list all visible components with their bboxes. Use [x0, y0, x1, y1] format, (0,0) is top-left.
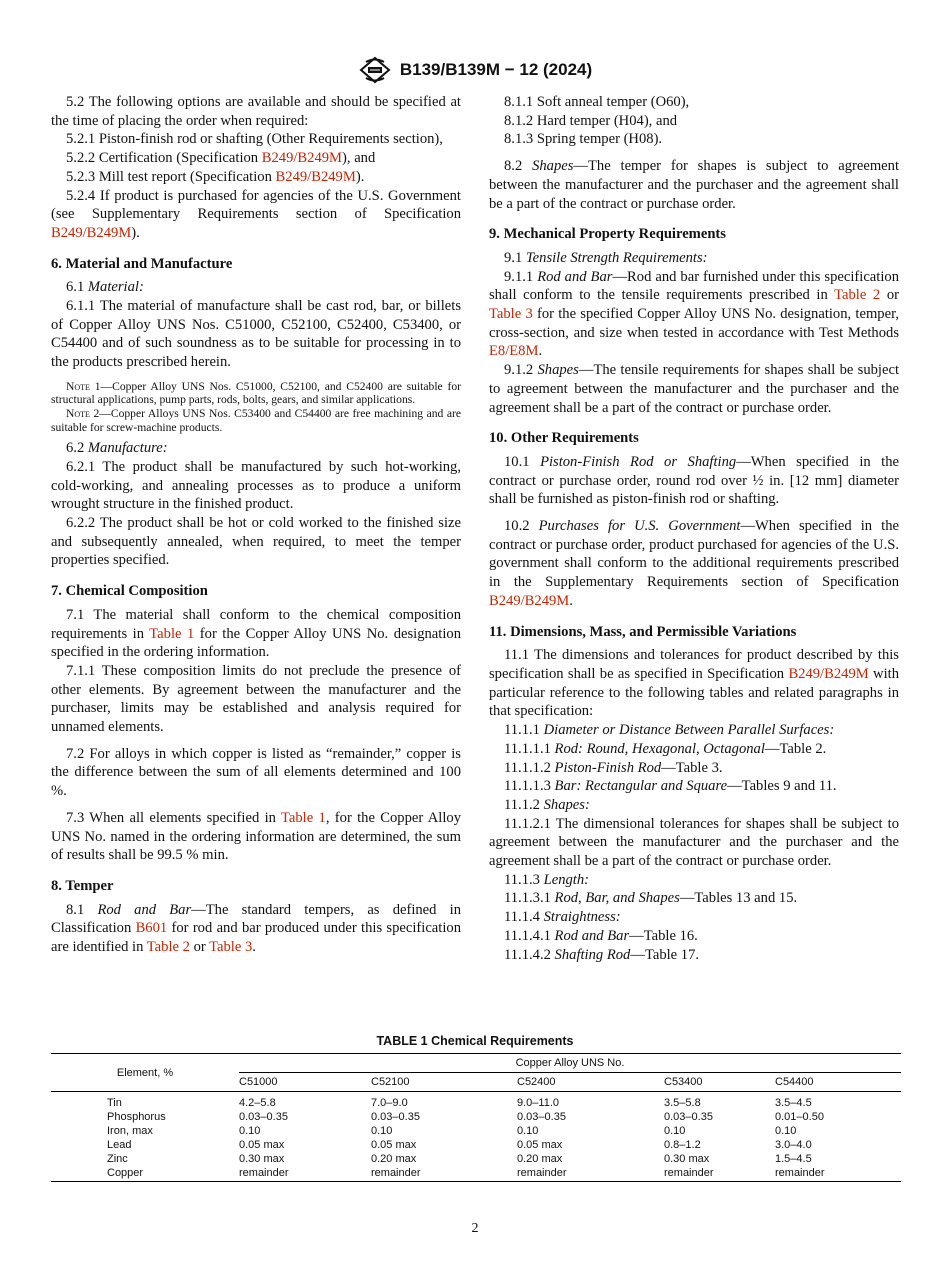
composition-value-cell: 7.0–9.0	[371, 1097, 408, 1109]
column-header-alloy: C52100	[371, 1073, 517, 1092]
paragraph-7-1-1: 7.1.1 These composition limits do not preclude the presence of other elements. By agreement between the manufacturer and the purchaser, limits may be established and analysis required for unnamed elements.	[51, 662, 461, 736]
standard-designation: B139/B139M − 12 (2024)	[399, 60, 593, 79]
table-row	[51, 1092, 901, 1111]
note-1: Note 1—Copper Alloy UNS Nos. C51000, C52100, and C52400 are suitable for structural applications, pump parts, rods, bolts, gears, and similar applications.	[51, 379, 462, 407]
paragraph-11-1-2-1: 11.1.2.1 The dimensional tolerances for shapes shall be subject to agreement between the manufacturer and the purchaser and the agreement shall be a part of the contract or purchase order.	[489, 815, 899, 870]
column-header-alloy: C52400	[517, 1073, 664, 1092]
table-title: TABLE 1 Chemical Requirements	[376, 1034, 574, 1048]
paragraph-8-1-2: 8.1.2 Hard temper (H04), and	[504, 112, 678, 129]
element-name-cell: Copper	[51, 1166, 239, 1182]
left-column	[51, 93, 461, 957]
table-row	[51, 1166, 901, 1182]
paragraph-5-2-4: 5.2.4 If product is purchased for agencies of the U.S. Government (see Supplementary Requirements section of Specification B249/B249M).	[51, 187, 461, 241]
paragraph-5-2-2: 5.2.2 Certification (Specification B249/B249M), and	[66, 150, 376, 167]
composition-value-cell: remainder	[517, 1166, 664, 1182]
column-header-alloy-group: Copper Alloy UNS No.	[239, 1054, 901, 1073]
paragraph-11-1-1-1: 11.1.1.1 Rod: Round, Hexagonal, Octagonal—Table 2.	[504, 740, 827, 757]
paragraph-11-1-3-1: 11.1.3.1 Rod, Bar, and Shapes—Tables 13 and 15.	[504, 890, 798, 907]
paragraph-6-2: 6.2 Manufacture:	[66, 440, 168, 457]
composition-value-cell: 0.03–0.35	[371, 1111, 420, 1123]
composition-value-cell: remainder	[664, 1166, 775, 1182]
composition-value-cell: 0.30 max	[239, 1153, 285, 1165]
composition-value-cell: 0.10	[664, 1125, 686, 1137]
composition-value-cell: 3.0–4.0	[775, 1139, 812, 1151]
paragraph-10-2: 10.2 Purchases for U.S. Government—When specified in the contract or purchase order, product purchased for agencies of the U.S. government shall conform to the additional requirements prescribed in the Supplementary Requirements section of Specification B249/B249M.	[489, 518, 899, 609]
element-name-cell: Phosphorus	[107, 1111, 166, 1123]
paragraph-10-1: 10.1 Piston-Finish Rod or Shafting—When specified in the contract or purchase order, round rod over ½ in. [12 mm] diameter shall be furnished as piston-finish rod or shafting.	[489, 453, 900, 508]
paragraph-6-2-1: 6.2.1 The product shall be manufactured by such hot-working, cold-working, and annealing processes as to produce a uniform wrought structure in the finished product.	[51, 458, 461, 513]
chemical-requirements-table	[51, 1053, 901, 1182]
composition-value-cell: 0.03–0.35	[517, 1111, 566, 1123]
element-name-cell: Tin	[107, 1097, 122, 1109]
paragraph-11-1-1-3: 11.1.1.3 Bar: Rectangular and Square—Tables 9 and 11.	[504, 778, 837, 795]
paragraph-11-1-4: 11.1.4 Straightness:	[504, 909, 621, 926]
composition-value-cell: 0.03–0.35	[239, 1111, 288, 1123]
column-header-alloy: C51000	[239, 1073, 371, 1092]
link-table-2[interactable]: Table 2	[146, 939, 190, 956]
link-b249[interactable]: B249/B249M	[261, 150, 343, 167]
composition-value-cell: remainder	[371, 1166, 517, 1182]
paragraph-9-1-2: 9.1.2 Shapes—The tensile requirements for shapes shall be subject to agreement between the manufacturer and the purchaser and the agreement shall be a part of the contract or purchase order.	[489, 362, 899, 416]
column-header-alloy: C54400	[775, 1073, 901, 1092]
paragraph-11-1-4-2: 11.1.4.2 Shafting Rod—Table 17.	[504, 946, 700, 963]
composition-value-cell: 0.05 max	[239, 1139, 285, 1151]
paragraph-5-2-1: 5.2.1 Piston-finish rod or shafting (Other Requirements section),	[66, 131, 443, 148]
paragraph-8-1: 8.1 Rod and Bar—The standard tempers, as defined in Classification B601 for rod and bar produced under this specification are identified in Table 2 or Table 3.	[51, 901, 462, 956]
composition-value-cell: 0.10	[775, 1125, 797, 1137]
paragraph-6-1-1: 6.1.1 The material of manufacture shall be cast rod, bar, or billets of Copper Alloy UNS Nos. C51000, C52100, C52400, C53400, or C54400 and of such soundness as to be suitable for processing in to the products prescribed herein.	[51, 298, 461, 371]
section-heading-7: 7. Chemical Composition	[51, 583, 208, 600]
composition-value-cell: remainder	[239, 1166, 371, 1182]
table-row	[51, 1152, 901, 1166]
link-b249[interactable]: B249/B249M	[489, 592, 570, 609]
paragraph-7-3: 7.3 When all elements specified in Table 1, for the Copper Alloy UNS No. named in the ordering information are determined, the sum of results shall be 99.5 % min.	[51, 809, 461, 864]
element-name-cell: Lead	[107, 1139, 132, 1151]
paragraph-5-2-3: 5.2.3 Mill test report (Specification B249/B249M).	[66, 168, 365, 185]
section-heading-9: 9. Mechanical Property Requirements	[489, 226, 726, 243]
section-heading-8: 8. Temper	[51, 877, 114, 894]
paragraph-9-1: 9.1 Tensile Strength Requirements:	[504, 249, 708, 266]
composition-value-cell: 3.5–4.5	[775, 1097, 812, 1109]
link-b249[interactable]: B249/B249M	[788, 665, 869, 682]
link-table-1[interactable]: Table 1	[149, 625, 195, 642]
composition-value-cell: 9.0–11.0	[517, 1097, 560, 1109]
composition-value-cell: 0.30 max	[664, 1153, 710, 1165]
column-header-element: Element, %	[51, 1054, 239, 1092]
table-row	[51, 1124, 901, 1138]
link-b249[interactable]: B249/B249M	[51, 224, 132, 241]
composition-value-cell: 0.05 max	[371, 1139, 417, 1151]
paragraph-11-1-1-2: 11.1.1.2 Piston-Finish Rod—Table 3.	[504, 759, 723, 776]
link-b601[interactable]: B601	[135, 920, 168, 937]
link-table-1[interactable]: Table 1	[280, 809, 326, 826]
link-table-3[interactable]: Table 3	[489, 306, 533, 323]
paragraph-7-2: 7.2 For alloys in which copper is listed as “remainder,” copper is the difference between the sum of all elements determined and 100 %.	[51, 745, 461, 800]
paragraph-5-2: 5.2 The following options are available and should be specified at the time of placing the order when required:	[51, 94, 461, 129]
section-heading-10: 10. Other Requirements	[489, 430, 639, 447]
paragraph-7-1: 7.1 The material shall conform to the chemical composition requirements in Table 1 for the Copper Alloy UNS No. designation specified in the ordering information.	[51, 606, 461, 661]
paragraph-11-1-4-1: 11.1.4.1 Rod and Bar—Table 16.	[504, 927, 698, 944]
right-column	[489, 93, 899, 964]
composition-value-cell: 0.8–1.2	[664, 1139, 701, 1151]
section-heading-6: 6. Material and Manufacture	[51, 255, 233, 272]
note-2: Note 2—Copper Alloys UNS Nos. C53400 and C54400 are free machining and are suitable for screw-machine products.	[51, 407, 461, 434]
element-name-cell: Iron, max	[107, 1125, 153, 1137]
link-table-3[interactable]: Table 3	[209, 939, 253, 956]
composition-value-cell: remainder	[775, 1166, 901, 1182]
document-header	[0, 56, 950, 84]
paragraph-8-1-3: 8.1.3 Spring temper (H08).	[504, 131, 663, 148]
paragraph-9-1-1: 9.1.1 Rod and Bar—Rod and bar furnished under this specification shall conform to the tensile requirements prescribed in Table 2 or Table 3 for the specified Copper Alloy UNS No. designation, temper, cross-section, and size when tested in accordance with Test Methods E8/E8M.	[489, 268, 899, 360]
section-heading-11: 11. Dimensions, Mass, and Permissible Variations	[489, 623, 797, 640]
page-number: 2	[471, 1221, 479, 1236]
composition-value-cell: 4.2–5.8	[239, 1097, 276, 1109]
composition-value-cell: 0.10	[371, 1125, 393, 1137]
composition-value-cell: 0.10	[239, 1125, 261, 1137]
column-header-alloy: C53400	[664, 1073, 775, 1092]
paragraph-8-2: 8.2 Shapes—The temper for shapes is subject to agreement between the manufacturer and the purchaser and the agreement shall be a part of the contract or purchase order.	[489, 158, 899, 212]
composition-value-cell: 3.5–5.8	[664, 1097, 701, 1109]
astm-logo-icon	[358, 56, 392, 84]
paragraph-11-1-2: 11.1.2 Shapes:	[504, 796, 590, 813]
paragraph-8-1-1: 8.1.1 Soft anneal temper (O60),	[504, 94, 690, 110]
paragraph-11-1-3: 11.1.3 Length:	[504, 871, 589, 888]
composition-value-cell: 0.10	[517, 1125, 539, 1137]
paragraph-6-2-2: 6.2.2 The product shall be hot or cold worked to the finished size and subsequently annealed, when required, to meet the temper properties specified.	[51, 515, 461, 569]
composition-value-cell: 0.03–0.35	[664, 1111, 713, 1123]
paragraph-11-1: 11.1 The dimensions and tolerances for product described by this specification shall be as specified in Specification B249/B249M with particular reference to the following tables and related paragraphs in that specification:	[489, 647, 899, 720]
element-name-cell: Zinc	[107, 1153, 128, 1165]
table-row	[51, 1138, 901, 1152]
composition-value-cell: 1.5–4.5	[775, 1153, 812, 1165]
paragraph-11-1-1: 11.1.1 Diameter or Distance Between Parallel Surfaces:	[504, 722, 835, 739]
link-table-2[interactable]: Table 2	[834, 287, 881, 304]
link-b249[interactable]: B249/B249M	[275, 168, 356, 185]
link-e8[interactable]: E8/E8M	[489, 343, 539, 360]
paragraph-6-1: 6.1 Material:	[66, 279, 144, 296]
composition-value-cell: 0.20 max	[371, 1153, 417, 1165]
composition-value-cell: 0.01–0.50	[775, 1111, 824, 1123]
composition-value-cell: 0.20 max	[517, 1153, 563, 1165]
composition-value-cell: 0.05 max	[517, 1139, 563, 1151]
table-row	[51, 1110, 901, 1124]
